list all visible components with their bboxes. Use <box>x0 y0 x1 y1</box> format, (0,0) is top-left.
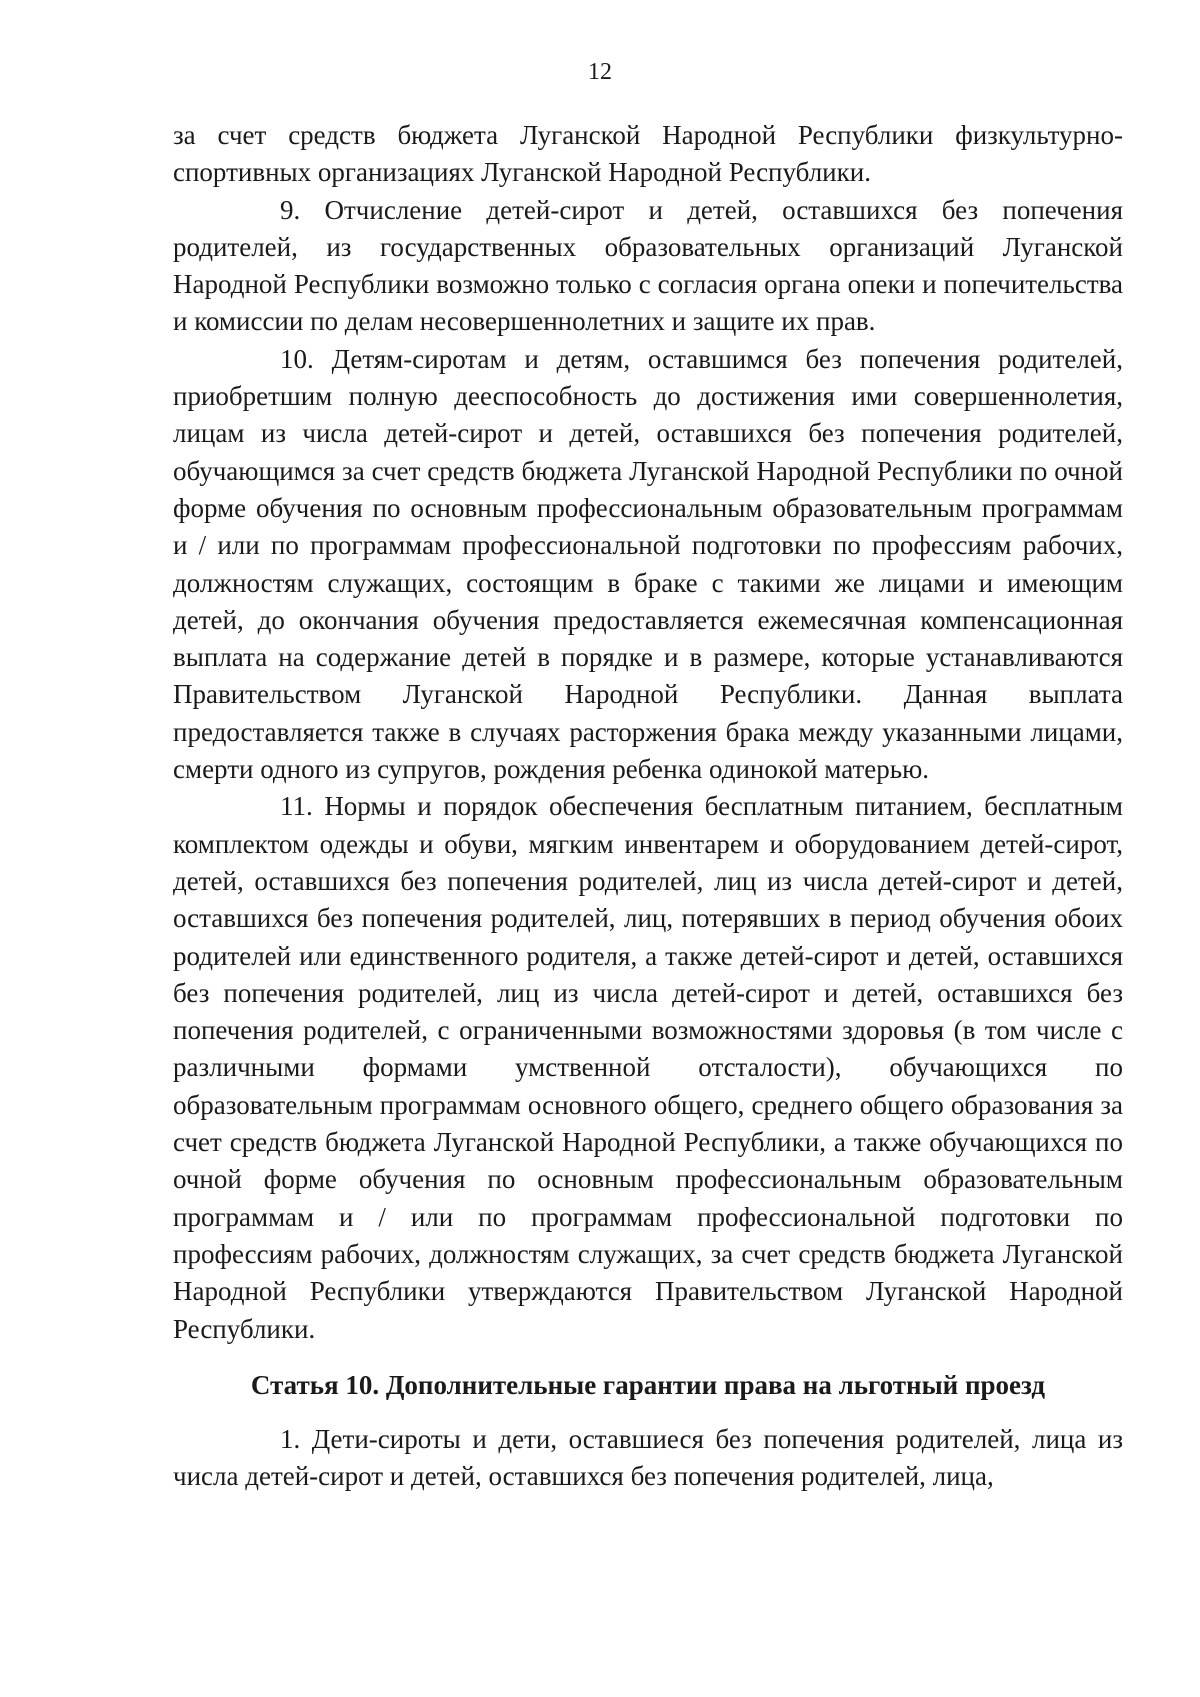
paragraph-continuation: за счет средств бюджета Луганской Народной Республики физкультурно-спортивных организациях Луганской Народной Республики. <box>173 120 1123 188</box>
document-body <box>173 117 1123 1496</box>
page-number: 12 <box>588 59 612 85</box>
paragraph-item-10: 10. Детям-сиротам и детям, оставшимся без попечения родителей, приобретшим полную дееспособность до достижения ими совершеннолетия, лицам из числа детей-сирот и детей, оставшихся без попечения родителей, обучающимся за счет средств бюджета Луганской Народной Республики по очной форме обучения по основным профессиональным образовательным программам и / или по программам профессиональной подготовки по профессиям рабочих, должностям служащих, состоящим в браке с такими же лицами и имеющим детей, до окончания обучения предоставляется ежемесячная компенсационная выплата на содержание детей в порядке и в размере, которые устанавливаются Правительством Луганской Народной Республики. Данная выплата предоставляется также в случаях расторжения брака между указанными лицами, смерти одного из супругов, рождения ребенка одинокой матерью. <box>173 343 1123 785</box>
article-heading: Статья 10. Дополнительные гарантии права на льготный проезд <box>250 1369 1046 1400</box>
paragraph-item-9: 9. Отчисление детей-сирот и детей, оставшихся без попечения родителей, из государственных образовательных организаций Луганской Народной Республики возможно только с согласия органа опеки и попечительства и комиссии по делам несовершеннолетних и защите их прав. <box>173 194 1123 337</box>
paragraph-item-11: 11. Нормы и порядок обеспечения бесплатным питанием, бесплатным комплектом одежды и обуви, мягким инвентарем и оборудованием детей-сирот, детей, оставшихся без попечения родителей, лиц из числа детей-сирот и детей, оставшихся без попечения родителей, лиц, потерявших в период обучения обоих родителей или единственного родителя, а также детей-сирот и детей, оставшихся без попечения родителей, лиц из числа детей-сирот и детей, оставшихся без попечения родителей, с ограниченными возможностями здоровья (в том числе с различными формами умственной отсталости), обучающихся по образовательным программам основного общего, среднего общего образования за счет средств бюджета Луганской Народной Республики, а также обучающихся по очной форме обучения по основным профессиональным образовательным программам и / или по программам профессиональной подготовки по профессиям рабочих, должностям служащих, за счет средств бюджета Луганской Народной Республики утверждаются Правительством Луганской Народной Республики. <box>173 791 1123 1344</box>
article-paragraph-1: 1. Дети-сироты и дети, оставшиеся без попечения родителей, лица из числа детей-сирот и детей, оставшихся без попечения родителей, лица, <box>173 1424 1123 1492</box>
